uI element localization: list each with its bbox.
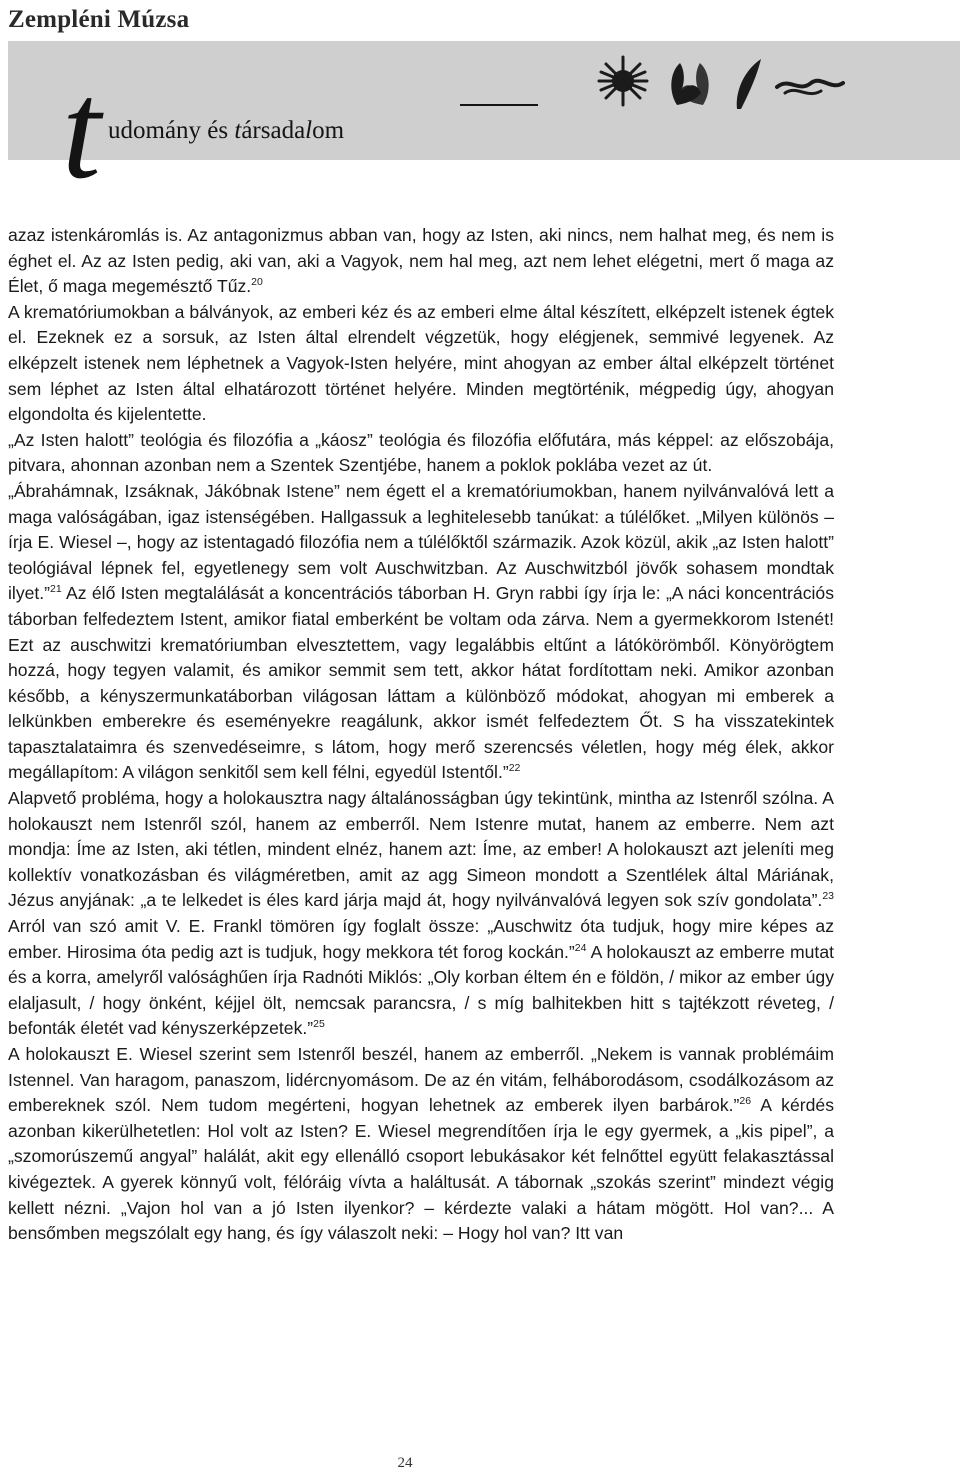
paragraph-text: A kérdés azonban kikerülhetetlen: Hol volt az Isten? E. Wiesel megrendítően írja le egy gyermek, a „kis pipel”, a „szomorúszemű angyal” halálát, akit egy ellenálló csoport lebukásakor két felnőttel együtt felakasztással kivégeztek. A gyerek könnyű volt, félóráig vívta a haláltusát. A tábornak „szokás szerint” mindezt végig kellett nézni. „Vajon hol van a jó Isten ilyenkor? – kérdezte valaki a hátam mögött. Hol van?... A bensőmben megszólalt egy hang, és így válaszolt neki: – Hogy hol van? Itt van: [8, 1095, 834, 1244]
paragraph-text: A holokauszt az emberre mutat és a korra, amelyről valósághűen írja Radnóti Miklós: „Oly korban éltem én e földön, / mikor az ember úgy elaljasult, / hogy önként, kéjjel ölt, nemcsak parancsra, / s míg balhitekben hitt s tajtékzott réveteg, / befonták életét vad kényszerképzetek.”: [8, 941, 834, 1039]
banner-rule: [460, 104, 538, 106]
section-initial: t: [62, 53, 101, 208]
paragraph: [8, 223, 834, 300]
footnote-ref: 20: [251, 276, 263, 289]
paragraph-text: A krematóriumokban a bálványok, az emberi kéz és az emberi elme által készített, elképzelt istenek égtek el. Ezeknek ez a sorsuk, az Isten által elrendelt végzetük, hogy elégjenek, semmivé legyenek. Az elképzelt istenek nem léphetnek a Vagyok-Isten helyére, mint ahogyan az ember által elképzelt történet sem léphet az Isten által elhatározott történet helyére. Minden megtörténik, mégpedig úgy, ahogyan elgondolta és kijelentette.: [8, 301, 834, 425]
footnote-ref: 24: [574, 941, 587, 954]
magazine-title: Zempléni Múzsa: [8, 6, 190, 33]
footnote-ref: 22: [508, 762, 521, 775]
footnote-ref: 26: [739, 1095, 752, 1108]
page-number: 24: [397, 1455, 413, 1471]
fleur-ornament-icon: [671, 63, 708, 105]
sun-ornament-icon: [599, 57, 647, 105]
footnote-ref: 21: [50, 583, 62, 596]
paragraph-text: „Az Isten halott” teológia és filozófia a „káosz” teológia és filozófia előfutára, más képpel: az előszobája, pitvara, ahonnan azonban nem a Szentek Szentjébe, hanem a poklok poklába vezet az út.: [8, 429, 834, 476]
section-title: udomány és társadalom: [108, 117, 345, 144]
paragraph-text: Arról van szó amit V. E. Frankl tömören így foglalt össze: „Auschwitz óta tudjuk, hogy mire képes az ember. Hirosima óta pedig azt is tudjuk, hogy mekkora tét forog kockán.”: [8, 916, 834, 962]
footnote-ref: 25: [313, 1018, 325, 1031]
paragraph: [8, 300, 834, 428]
footnote-ref: 23: [822, 890, 834, 903]
paragraph: [8, 479, 834, 786]
decorative-ornaments: [585, 53, 885, 118]
quill-ornament-icon: [737, 59, 761, 109]
paragraph: [8, 1042, 834, 1247]
paragraph: [8, 786, 834, 1042]
scroll-ornament-icon: [777, 81, 843, 94]
paragraph-text: azaz istenkáromlás is. Az antagonizmus abban van, hogy az Isten, aki nincs, nem halhat meg, és nem is éghet el. Az az Isten pedig, aki van, aki a Vagyok, nem hal meg, azt nem lehet elégetni, mert ő maga az Élet, ő maga megemésztő Tűz.: [8, 225, 834, 297]
paragraph-text: Alapvető probléma, hogy a holokausztra nagy általánosságban úgy tekintünk, mintha az Istenről szólna. A holokauszt nem Istenről szól, hanem az emberről. Nem Istenre mutat, hanem az emberre. Nem azt mondja: Íme az Isten, aki tétlen, mindent elnéz, hanem azt: Íme, az ember! A holokauszt azt jeleníti meg kollektív vonatkozásban és világméretben, amit az agg Simeon mondott a Szentlélek által Máriának, Jézus anyjának: „a te lelkedet is éles kard járja majd át, hogy nyilvánvalóvá legyen sok szív gondolata”.: [8, 788, 834, 911]
paragraph: [8, 428, 834, 479]
paragraph-text: A holokauszt E. Wiesel szerint sem Istenről beszél, hanem az emberről. „Nekem is vannak problémáim Istennel. Van haragom, panaszom, lidércnyomásom. De az én vitám, felháborodásom, csodálkozásom az embereknek szól. Nem tudom megérteni, hogyan lehetnek az emberek ilyen barbárok.”: [8, 1044, 834, 1116]
article-body: [8, 223, 834, 1247]
paragraph-text: Az élő Isten megtalálását a koncentrációs táborban H. Gryn rabbi így írja le: „A náci koncentrációs táborban felfedeztem Istent, amikor fiatal emberként be voltam oda zárva. Nem a gyermekkorom Istenét! Ezt az auschwitzi krematóriumban elvesztettem, vagy legalábbis eltűnt a látókörömből. Könyörögtem hozzá, hogy tegyen valamit, és amikor semmit sem tett, akkor hátat fordítottam neki. Amikor azonban később, a kényszermunkatáborban világosan láttam a különböző módokat, ahogyan mi emberek a lelkünkben emberekre és eseményekre reagálunk, akkor ismét felfedeztem Őt. S ha visszatekintek tapasztalataimra és szenvedéseimre, s látom, hogy merő szerencsés véletlen, hogy még élek, akkor megállapítom: A világon senkitől sem kell félni, egyedül Istentől.”: [8, 583, 834, 783]
section-banner: [8, 41, 960, 208]
paragraph-text: „Ábrahámnak, Izsáknak, Jákóbnak Istene” nem égett el a krematóriumokban, hanem nyilvánvalóvá lett a maga valóságában, igaz istenségében. Hallgassuk a leghitelesebb tanúkat: a túlélőket. „Milyen különös – írja E. Wiesel –, hogy az istentagadó filozófia nem a túlélőktől származik. Azok közül, akik „az Isten halott” teológiával lépnek fel, egyetlenegy sem volt Auschwitzban. Az Auschwitzból jövők sohasem mondtak ilyet.”: [8, 480, 834, 604]
